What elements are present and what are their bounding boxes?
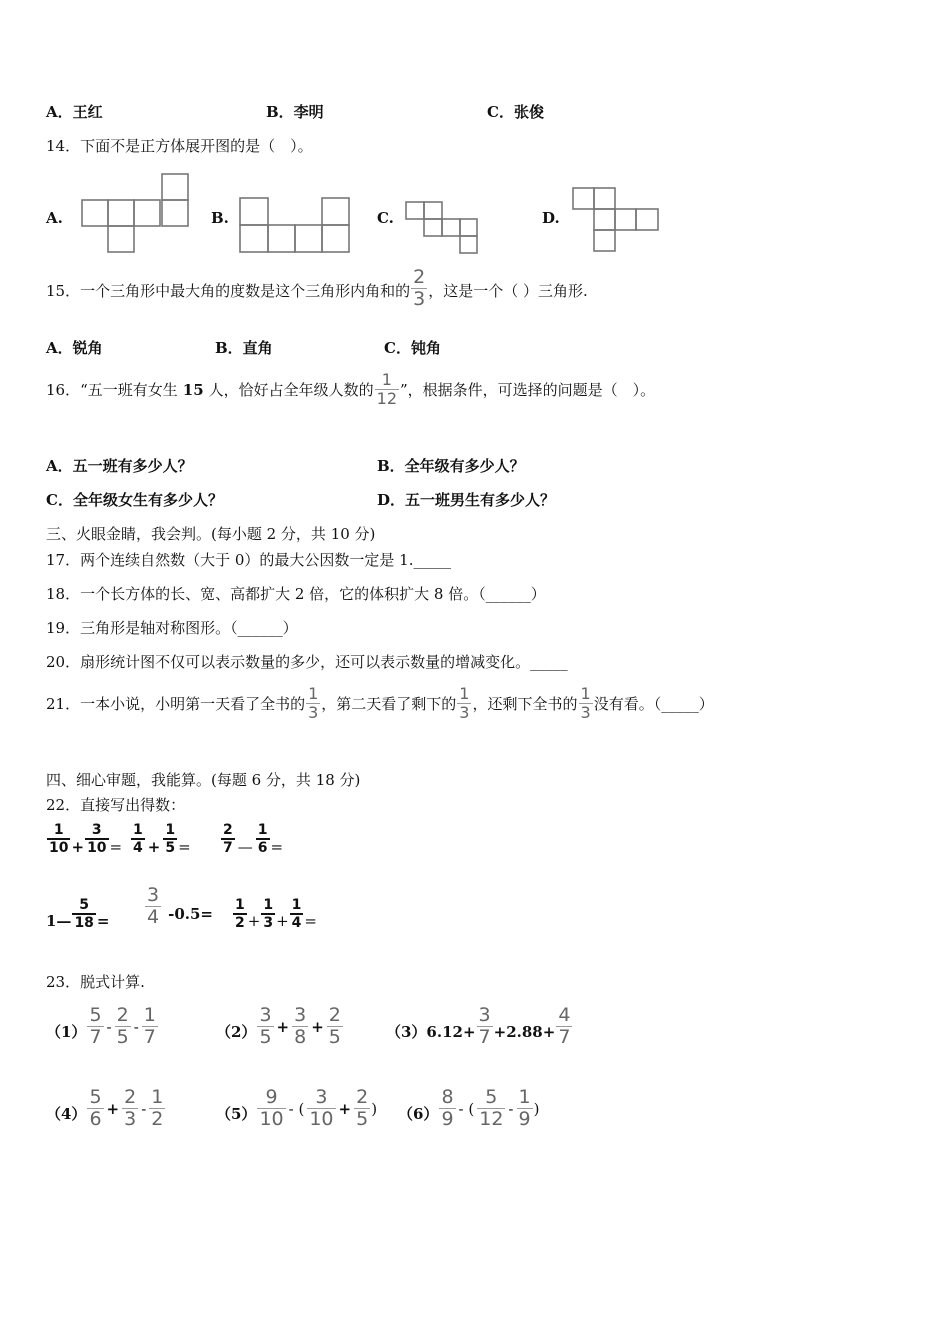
q13-option-c: C．张俊 [487, 103, 544, 121]
q14-label-d: D. [542, 209, 560, 227]
math-symbol: + [276, 1017, 290, 1036]
fraction-numerator: 1 [580, 684, 591, 703]
fraction [556, 1006, 572, 1047]
fraction-numerator: 5 [485, 1086, 498, 1108]
q14-label-a: A. [46, 209, 63, 227]
math-symbol: +2.88+ [493, 1022, 556, 1041]
fraction-numerator: 1 [308, 684, 319, 703]
fraction-numerator: 3 [259, 1004, 272, 1026]
q15-option-b: B．直角 [215, 339, 273, 357]
fraction [307, 1088, 335, 1129]
q21-text-1: 21．一本小说，小明第一天看了全书的 [46, 695, 306, 713]
q21-text-4: 没有看。（_____） [593, 695, 714, 713]
fraction-numerator: 9 [265, 1086, 278, 1108]
math-symbol: = [109, 838, 123, 856]
q17: 17．两个连续自然数（大于 0）的最大公因数一定是 1._____ [46, 551, 451, 569]
fraction-numerator: 4 [558, 1004, 571, 1026]
fraction-denominator: 10 [259, 1108, 284, 1130]
fraction-denominator: 12 [376, 389, 398, 408]
fraction [131, 823, 145, 855]
q21-fraction-3 [579, 686, 593, 721]
math-symbol: + [311, 1017, 324, 1036]
fraction-numerator: 3 [147, 884, 160, 906]
fraction-denominator: 7 [478, 1026, 491, 1048]
q16-option-d: D．五一班男生有多少人？ [377, 491, 556, 509]
fraction-numerator: 2 [328, 1004, 341, 1026]
fraction-denominator: 8 [294, 1026, 307, 1048]
fraction-numerator: 1 [459, 684, 470, 703]
fraction-denominator: 3 [413, 288, 426, 310]
fraction-denominator: 3 [580, 703, 591, 722]
fraction [517, 1088, 533, 1129]
math-symbol: （4） [46, 1105, 87, 1123]
fraction-numerator: 1 [235, 897, 245, 913]
q23-problem-5 [216, 1088, 377, 1129]
math-symbol: ) [371, 1099, 378, 1118]
fraction [261, 898, 275, 930]
fraction [142, 1006, 158, 1047]
fraction-denominator: 7 [143, 1026, 156, 1048]
fraction-denominator: 4 [133, 840, 143, 856]
fraction-denominator: 3 [308, 703, 319, 722]
fraction-numerator: 1 [165, 822, 176, 838]
q23-problem-2 [216, 1006, 344, 1047]
cube-net-a-icon [80, 172, 190, 254]
fraction-denominator: 2 [235, 915, 245, 931]
math-symbol: = [96, 912, 110, 930]
q23-stem: 23．脱式计算. [46, 973, 145, 991]
q21-fraction-1 [306, 686, 320, 721]
fraction-denominator: 9 [441, 1108, 454, 1130]
math-symbol: ) [533, 1099, 540, 1118]
fraction-denominator: 6 [89, 1108, 102, 1130]
fraction-numerator: 1 [53, 822, 64, 838]
q14-label-b: B. [211, 209, 229, 227]
fraction [292, 1006, 308, 1047]
q16-fraction [375, 372, 399, 407]
fraction [257, 1088, 285, 1129]
fraction-denominator: 2 [151, 1108, 164, 1130]
q22-expr-2 [130, 822, 191, 856]
fraction-numerator: 5 [79, 897, 90, 913]
fraction [327, 1006, 343, 1047]
q22-expr-5 [144, 886, 213, 927]
fraction-numerator: 2 [356, 1086, 369, 1108]
fraction-denominator: 3 [459, 703, 470, 722]
fraction-denominator: 7 [223, 840, 233, 856]
fraction-denominator: 10 [309, 1108, 334, 1130]
math-symbol: = [304, 912, 317, 930]
fraction [257, 1006, 273, 1047]
fraction-numerator: 2 [223, 822, 233, 838]
fraction-numerator: 5 [89, 1086, 102, 1108]
math-symbol: - [133, 1017, 139, 1036]
fraction [477, 1088, 505, 1129]
fraction [163, 823, 177, 855]
fraction-numerator: 3 [91, 822, 102, 838]
fraction-numerator: 2 [116, 1004, 129, 1026]
q15-text-post: ，这是一个（ ）三角形. [428, 282, 588, 300]
fraction-denominator: 5 [356, 1108, 369, 1130]
math-symbol: — [237, 838, 253, 856]
math-symbol: + [147, 838, 161, 856]
math-symbol: - [141, 1099, 147, 1118]
math-symbol: + [276, 912, 289, 930]
math-symbol: -0.5= [168, 904, 213, 923]
q21 [46, 686, 714, 721]
q21-fraction-2 [457, 686, 471, 721]
q19: 19．三角形是轴对称图形。（______） [46, 619, 298, 637]
q15-text-pre: 15．一个三角形中最大角的度数是这个三角形内角和的 [46, 282, 411, 300]
q22-expr-3 [220, 822, 283, 856]
fraction [221, 823, 235, 855]
q16-stem [46, 372, 655, 407]
math-symbol: （1） [46, 1023, 87, 1041]
q15-option-c: C．钝角 [384, 339, 441, 357]
fraction-numerator: 2 [413, 266, 426, 288]
q16-option-c: C．全年级女生有多少人？ [46, 491, 223, 509]
fraction [145, 886, 161, 927]
cube-net-d-icon [571, 186, 663, 254]
fraction [85, 823, 108, 855]
q21-text-2: ，第二天看了剩下的 [321, 695, 457, 713]
q16-option-b: B．全年级有多少人？ [377, 457, 525, 475]
math-symbol: - [508, 1099, 514, 1118]
q14-stem: 14．下面不是正方体展开图的是（ ）。 [46, 137, 313, 155]
q22-expr-1 [46, 822, 122, 856]
fraction [72, 898, 95, 930]
math-symbol: - ( [288, 1099, 305, 1118]
fraction [47, 823, 70, 855]
fraction [87, 1006, 103, 1047]
math-symbol: = [178, 838, 191, 856]
fraction-denominator: 5 [165, 840, 176, 856]
math-symbol: + [338, 1099, 352, 1118]
q13-option-a: A．王红 [46, 103, 103, 121]
math-symbol: （2） [216, 1023, 257, 1041]
fraction [122, 1088, 138, 1129]
fraction-numerator: 1 [381, 370, 392, 389]
q21-text-3: ，还剩下全书的 [472, 695, 578, 713]
fraction-numerator: 1 [263, 897, 274, 913]
fraction-numerator: 5 [89, 1004, 102, 1026]
q20: 20．扇形统计图不仅可以表示数量的多少，还可以表示数量的增减变化。_____ [46, 653, 568, 671]
fraction-numerator: 2 [124, 1086, 137, 1108]
fraction-denominator: 5 [116, 1026, 129, 1048]
q15-option-a: A．锐角 [46, 339, 103, 357]
fraction-denominator: 4 [147, 906, 160, 928]
fraction [256, 823, 270, 855]
cube-net-b-icon [238, 196, 352, 254]
fraction-numerator: 1 [518, 1086, 531, 1108]
q15-fraction [411, 268, 427, 309]
math-symbol: （3）6.12+ [386, 1023, 476, 1041]
q13-option-b: B．李明 [266, 103, 324, 121]
math-symbol: （6） [398, 1105, 439, 1123]
math-symbol: - [106, 1017, 112, 1036]
q14-label-c: C. [377, 209, 394, 227]
fraction-numerator: 1 [291, 897, 302, 913]
fraction-denominator: 5 [259, 1026, 272, 1048]
fraction-denominator: 5 [328, 1026, 341, 1048]
fraction [149, 1088, 165, 1129]
section-4-heading: 四、细心审题，我能算。(每题 6 分，共 18 分) [46, 771, 361, 789]
fraction-numerator: 3 [478, 1004, 491, 1026]
fraction-numerator: 1 [151, 1086, 164, 1108]
fraction-denominator: 6 [257, 840, 268, 856]
fraction [354, 1088, 370, 1129]
fraction [439, 1088, 455, 1129]
fraction [115, 1006, 131, 1047]
q22-expr-6 [232, 898, 317, 930]
math-symbol: 1— [46, 912, 72, 930]
fraction-numerator: 3 [294, 1004, 307, 1026]
q16-text-mid: 人，恰好占全年级人数的 [208, 381, 374, 399]
q16-text-post: ”，根据条件，可选择的问题是（ ）。 [400, 381, 656, 399]
fraction [290, 898, 304, 930]
fraction-denominator: 12 [479, 1108, 504, 1130]
q23-problem-4 [46, 1088, 166, 1129]
fraction [477, 1006, 493, 1047]
fraction-numerator: 1 [143, 1004, 156, 1026]
cube-net-c-icon [404, 200, 480, 256]
math-symbol: （5） [216, 1105, 257, 1123]
fraction-denominator: 10 [87, 840, 107, 856]
q16-number: 15 [182, 380, 204, 399]
fraction-numerator: 3 [315, 1086, 328, 1108]
q23-problem-1 [46, 1006, 159, 1047]
math-symbol: + [71, 838, 85, 856]
fraction-numerator: 1 [133, 822, 143, 838]
fraction-numerator: 8 [441, 1086, 454, 1108]
q15-stem [46, 266, 588, 310]
math-symbol: + [106, 1099, 120, 1118]
q22-expr-4 [46, 898, 110, 930]
q18: 18．一个长方体的长、宽、高都扩大 2 倍，它的体积扩大 8 倍。（______） [46, 585, 546, 603]
math-symbol: = [270, 838, 284, 856]
q16-option-a: A．五一班有多少人？ [46, 457, 193, 475]
fraction-denominator: 3 [124, 1108, 137, 1130]
fraction [87, 1088, 103, 1129]
q16-text-pre: 16．“五一班有女生 [46, 381, 178, 399]
q22-stem: 22．直接写出得数： [46, 796, 186, 814]
q23-problem-6 [398, 1088, 539, 1129]
section-3-heading: 三、火眼金睛，我会判。(每小题 2 分，共 10 分) [46, 525, 376, 543]
fraction [233, 898, 247, 930]
fraction-denominator: 9 [518, 1108, 531, 1130]
fraction-numerator: 1 [257, 822, 268, 838]
fraction-denominator: 10 [49, 840, 69, 856]
fraction-denominator: 7 [89, 1026, 102, 1048]
math-symbol: + [247, 912, 261, 930]
fraction-denominator: 3 [263, 915, 274, 931]
q23-problem-3 [386, 1006, 573, 1047]
math-symbol: - ( [458, 1099, 475, 1118]
fraction-denominator: 7 [558, 1026, 571, 1048]
fraction-denominator: 18 [74, 915, 94, 931]
fraction-denominator: 4 [291, 915, 302, 931]
